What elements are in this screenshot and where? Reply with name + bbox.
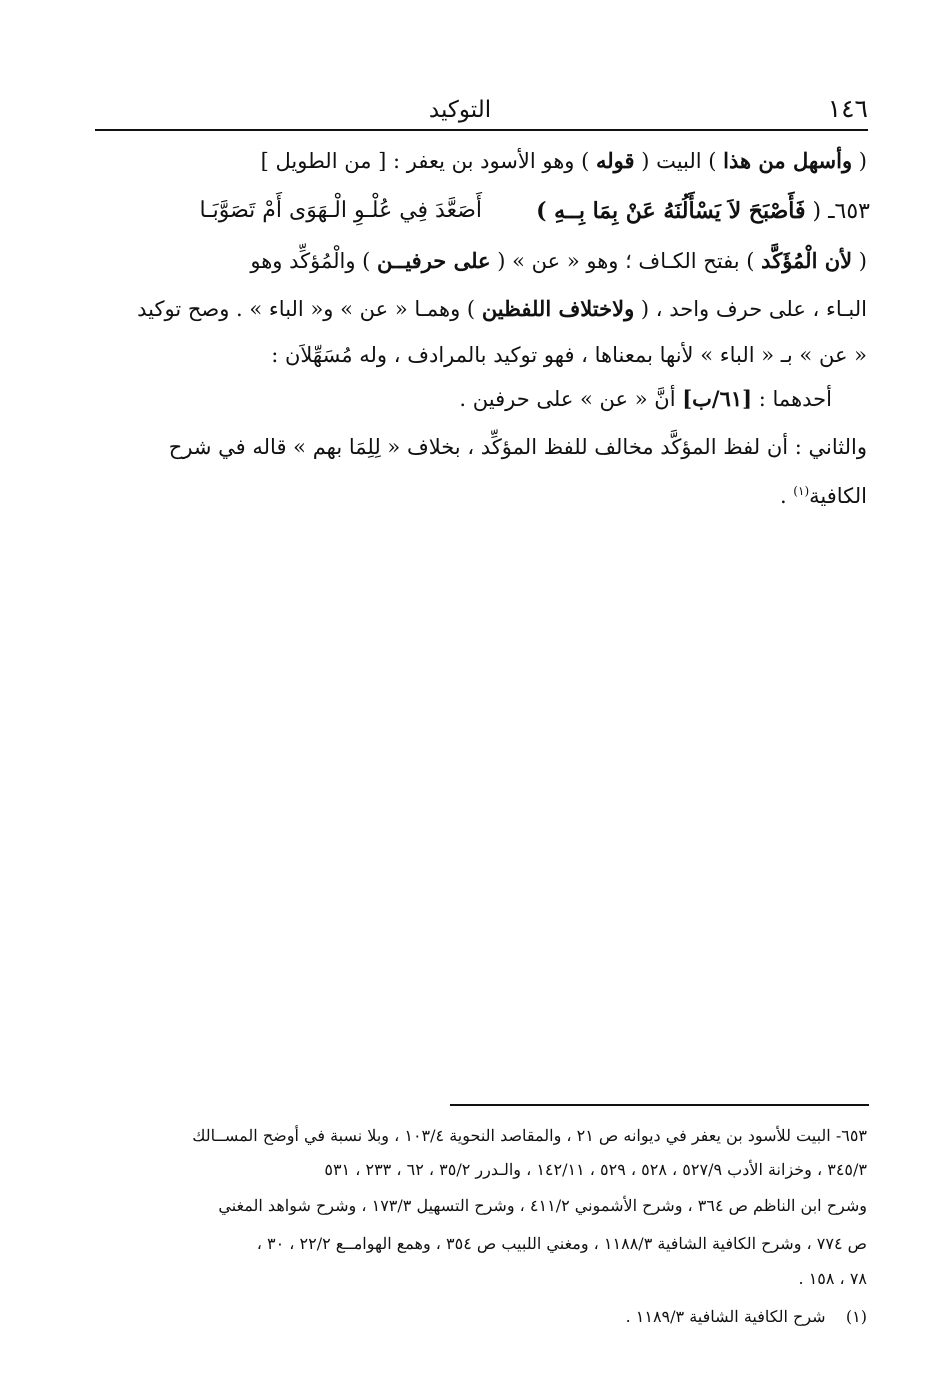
body-line-7: والثاني : أن لفظ المؤكَّد مخالف للفظ المؤكِّد ، بخلاف « لِلِمَا بهم » قاله في شرح: [168, 435, 867, 459]
verse-number: ٦٥٣ـ (: [805, 199, 870, 224]
manuscript-folio-ref: [٦١/ب]: [682, 386, 753, 411]
text-run: البـاء ، على حرف واحد ، (: [634, 297, 867, 321]
body-line-5: « عن » بـ « الباء » لأنها بمعناها ، فهو توكيد بالمرادف ، وله مُسَهِّلاَن :: [271, 343, 867, 367]
quoted-phrase: وأسهل من هذا: [723, 148, 853, 173]
footnote-rule: [450, 1104, 869, 1106]
text-run: ) وهمـا « عن » و« الباء » . وصح توكيد: [137, 297, 482, 321]
verse-first-half-line: [536, 196, 870, 227]
footnote-line: ٧٨ ، ١٥٨ .: [798, 1269, 867, 1288]
text-run: (: [852, 149, 867, 173]
text-run: الكافية: [809, 484, 867, 508]
footnote-text: شرح الكافية الشافية ١١٨٩/٣ .: [625, 1307, 826, 1326]
text-run: أنَّ « عن » على حرفين .: [459, 387, 683, 411]
body-line-6: [459, 384, 832, 414]
quoted-phrase: على حرفيــن: [377, 248, 491, 273]
header-rule: [95, 129, 868, 131]
qawluhu-label: قوله: [596, 148, 635, 173]
text-run: أحدهما :: [752, 387, 832, 411]
body-line-4: [137, 294, 867, 324]
text-run: ) بفتح الكـاف ؛ وهو « عن » (: [490, 249, 762, 273]
quoted-phrase: لأن الْمُؤَكَّد: [761, 248, 853, 273]
verse-second-half: أَصَعَّدَ فِي عُلْـوِ الْـهَوَى أَمْ تَصَوَّبَـا: [199, 198, 482, 223]
verse-first-half: فَأَصْبَحَ لاَ يَسْأَلُنَهُ عَنْ بِمَا بِــهِ ): [536, 198, 806, 224]
footnote-line: ص ٧٧٤ ، وشرح الكافية الشافية ١١٨٨/٣ ، ومغني اللبيب ص ٣٥٤ ، وهمع الهوامــع ٢٢/٢ ، ٣٠ ،: [256, 1234, 867, 1253]
body-line-1: [261, 146, 867, 176]
text-run: ) والْمُؤكِّد وهو: [250, 249, 378, 273]
footnote-ref: (١): [793, 484, 810, 498]
text-run: .: [779, 484, 794, 508]
quoted-phrase: ولاختلاف اللفظين: [481, 296, 635, 321]
footnote-line: وشرح ابن الناظم ص ٣٦٤ ، وشرح الأشموني ٤١١/٢ ، وشرح التسهيل ١٧٣/٣ ، وشرح شواهد المغني: [218, 1196, 867, 1215]
footnote-line: ٦٥٣- البيت للأسود بن يعفر في ديوانه ص ٢١ ، والمقاصد النحوية ١٠٣/٤ ، وبلا نسبة في أوضح المســالك: [192, 1126, 867, 1145]
footnote-1: [626, 1305, 867, 1329]
page-number: ١٤٦: [827, 94, 868, 123]
body-line-8: [780, 476, 867, 511]
text-run: (: [852, 249, 867, 273]
body-line-3: [250, 246, 867, 276]
text-run: ) البيت (: [634, 149, 724, 173]
running-title: التوكيد: [428, 97, 492, 123]
footnote-line: ٣٤٥/٣ ، وخزانة الأدب ٥٢٧/٩ ، ٥٢٨ ، ٥٢٩ ، ١٤٢/١١ ، والـدرر ٣٥/٢ ، ٦٢ ، ٢٣٣ ، ٥٣١: [324, 1160, 867, 1179]
text-run: ) وهو الأسود بن يعفر : [ من الطويل ]: [260, 149, 596, 173]
footnote-number: (١): [845, 1307, 867, 1326]
